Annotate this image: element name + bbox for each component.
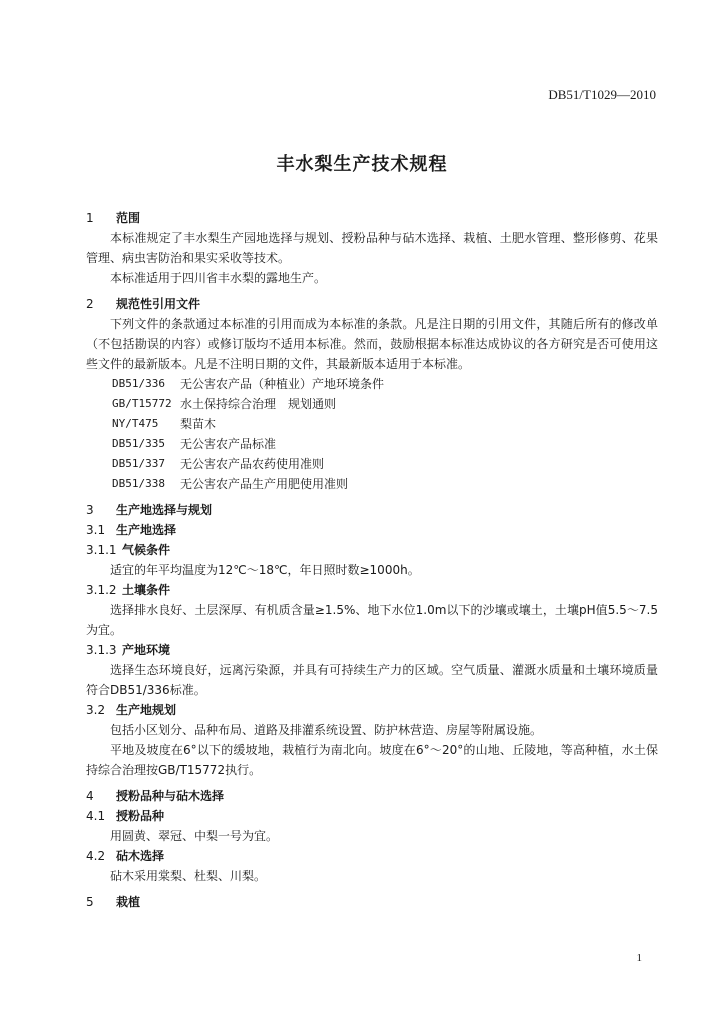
document-title: 丰水梨生产技术规程 (276, 154, 448, 175)
paragraph: 本标准规定了丰水梨生产园地选择与规划、授粉品种与砧木选择、栽植、土肥水管理、整形修剪、花果管理、病虫害防治和果实采收等技术。 (86, 231, 658, 265)
standard-code: DB51/T1029—2010 (548, 87, 656, 102)
paragraph: 本标准适用于四川省丰水梨的露地生产。 (110, 271, 327, 285)
subsection-heading: 3.1.2 土壤条件 (86, 583, 171, 597)
section-heading: 4 授粉品种与砧木选择 (86, 789, 225, 803)
reference-item: NY/T475 梨苗木 (112, 417, 217, 431)
reference-item: GB/T15772 水土保持综合治理 规划通则 (112, 397, 337, 411)
section-heading: 1 范围 (86, 211, 141, 225)
section-heading: 3 生产地选择与规划 (86, 503, 213, 517)
paragraph: 平地及坡度在6°以下的缓坡地，栽植行为南北向。坡度在6°～20°的山地、丘陵地，等高种植，水土保持综合治理按GB/T15772执行。 (86, 743, 658, 777)
reference-item: DB51/338 无公害农产品生产用肥使用准则 (112, 477, 349, 491)
subsection-heading: 3.1.1 气候条件 (86, 543, 171, 557)
subsection-heading: 4.2 砧木选择 (86, 849, 165, 863)
document-body (86, 208, 658, 912)
section-heading: 5 栽植 (86, 895, 141, 909)
paragraph: 下列文件的条款通过本标准的引用而成为本标准的条款。凡是注日期的引用文件，其随后所有的修改单（不包括勘误的内容）或修订版均不适用本标准。然而，鼓励根据本标准达成协议的各方研究是否可使用这些文件的最新版本。凡是不注明日期的文件，其最新版本适用于本标准。 (86, 317, 658, 371)
paragraph: 用圆黄、翠冠、中梨一号为宜。 (110, 829, 279, 843)
subsection-heading: 3.1 生产地选择 (86, 523, 177, 537)
subsection-heading: 3.1.3 产地环境 (86, 643, 171, 657)
subsection-heading: 3.2 生产地规划 (86, 703, 177, 717)
reference-item: DB51/336 无公害农产品（种植业）产地环境条件 (112, 377, 385, 391)
reference-item: DB51/335 无公害农产品标准 (112, 437, 277, 451)
paragraph: 砧木采用棠梨、杜梨、川梨。 (110, 869, 267, 883)
paragraph: 选择排水良好、土层深厚、有机质含量≥1.5%、地下水位1.0m以下的沙壤或壤土，土壤pH值5.5～7.5为宜。 (86, 603, 658, 637)
subsection-heading: 4.1 授粉品种 (86, 809, 165, 823)
paragraph: 适宜的年平均温度为12℃～18℃，年日照时数≥1000h。 (110, 563, 420, 577)
paragraph: 选择生态环境良好，远离污染源，并具有可持续生产力的区域。空气质量、灌溉水质量和土壤环境质量符合DB51/336标准。 (86, 663, 658, 697)
reference-item: DB51/337 无公害农产品农药使用准则 (112, 457, 325, 471)
paragraph: 包括小区划分、品种布局、道路及排灌系统设置、防护林营造、房屋等附属设施。 (110, 723, 543, 737)
page-number: 1 (636, 952, 642, 964)
section-heading: 2 规范性引用文件 (86, 297, 201, 311)
